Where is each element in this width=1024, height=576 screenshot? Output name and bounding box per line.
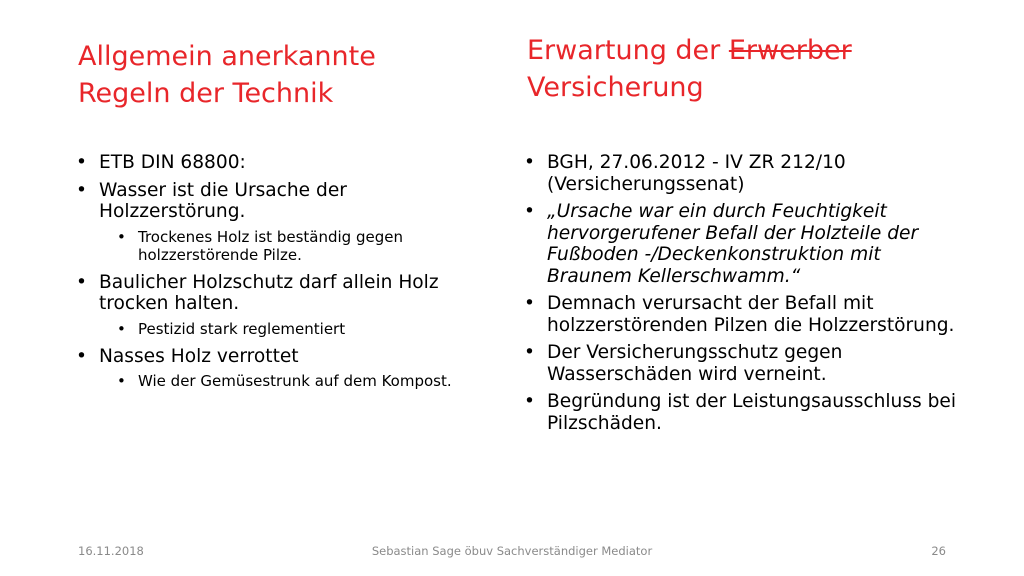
right-heading (527, 32, 997, 106)
footer-page-number: 26 (931, 544, 946, 558)
right-bullet-1: • BGH, 27.06.2012 - IV ZR 212/10 (Versicherungssenat) (524, 152, 964, 195)
right-bullet-list (524, 152, 964, 440)
right-bullet-2-quote: • „Ursache war ein durch Feuchtigkeit hervorgerufener Befall der Holzteile der Fußboden -/Deckenkonstruktion mit Braunem Kellerschwamm.“ (524, 201, 964, 287)
left-sub-bullet-4-1: • Wie der Gemüsestrunk auf dem Kompost. (117, 372, 496, 390)
right-heading-prefix: Erwartung der (527, 35, 729, 66)
left-bullet-1: • ETB DIN 68800: (76, 152, 496, 174)
right-heading-line-1 (527, 32, 997, 69)
right-heading-struck-word: Erwerber (728, 35, 852, 66)
left-bullet-list (76, 152, 496, 398)
footer-date: 16.11.2018 (78, 544, 144, 558)
left-sub-bullet-2-1: • Trockenes Holz ist beständig gegen holzzerstörende Pilze. (117, 228, 496, 264)
right-bullet-4: • Der Versicherungsschutz gegen Wasserschäden wird verneint. (524, 342, 964, 385)
left-bullet-4: • Nasses Holz verrottet (76, 346, 496, 368)
left-bullet-3: • Baulicher Holzschutz darf allein Holz trocken halten. (76, 272, 496, 315)
right-bullet-5: • Begründung ist der Leistungsausschluss bei Pilzschäden. (524, 391, 964, 434)
left-bullet-2: • Wasser ist die Ursache der Holzzerstörung. (76, 180, 496, 223)
right-bullet-3: • Demnach verursacht der Befall mit holzzerstörenden Pilzen die Holzzerstörung. (524, 293, 964, 336)
right-heading-line-2: Versicherung (527, 72, 704, 103)
footer-author: Sebastian Sage öbuv Sachverständiger Mediator (371, 544, 653, 558)
left-heading-line-2: Regeln der Technik (78, 78, 334, 109)
left-heading (78, 38, 488, 112)
left-sub-bullet-3-1: • Pestizid stark reglementiert (117, 320, 496, 338)
left-heading-line-1: Allgemein anerkannte (78, 41, 376, 72)
